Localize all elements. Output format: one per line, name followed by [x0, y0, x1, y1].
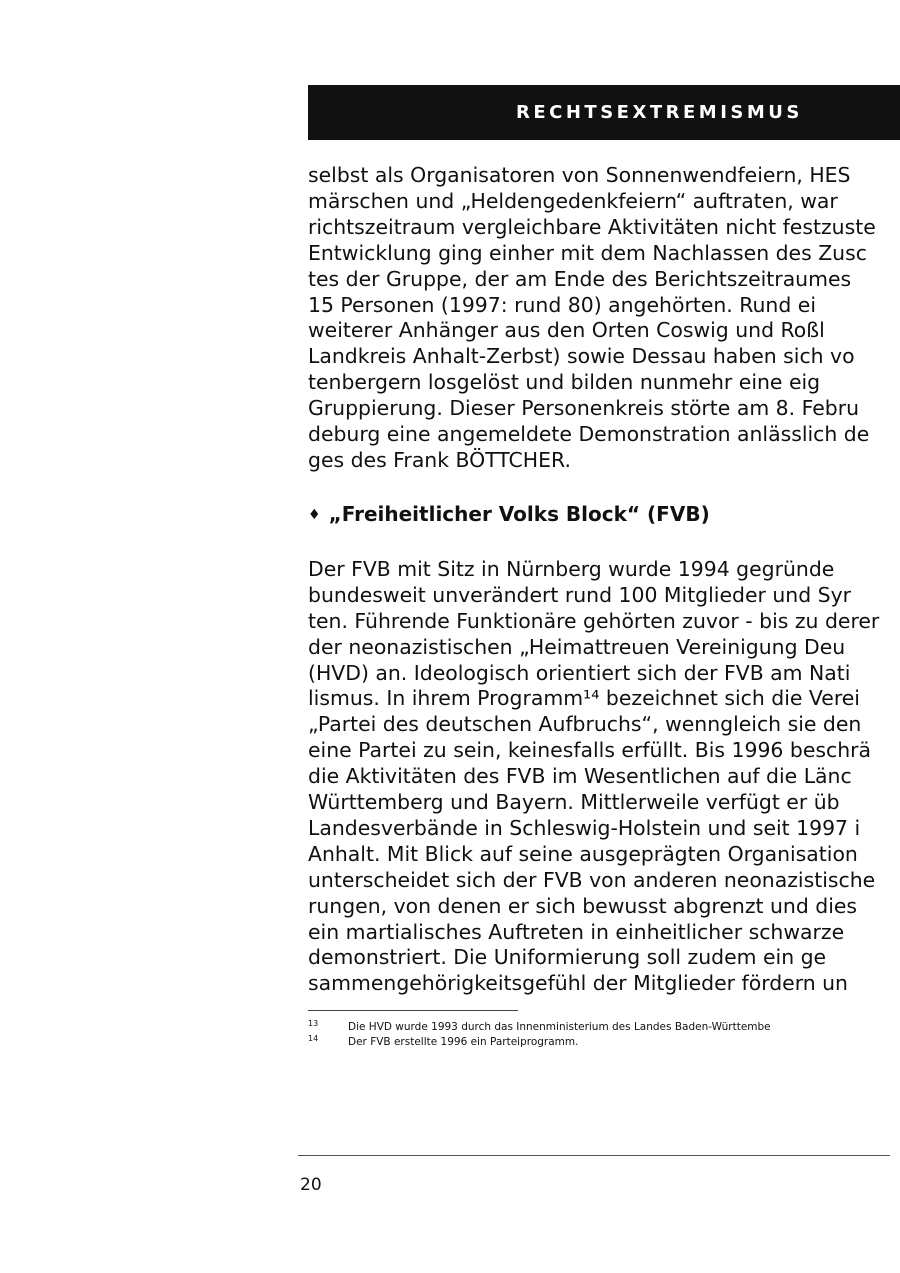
text-line: unterscheidet sich der FVB von anderen neonazistische: [308, 867, 876, 892]
text-line: bundesweit unverändert rund 100 Mitglieder und Syr: [308, 582, 852, 607]
footnote-number: 14: [308, 1034, 319, 1044]
footnote-text: Die HVD wurde 1993 durch das Innenministerium des Landes Baden-Württembe: [348, 1021, 771, 1034]
text-line: selbst als Organisatoren von Sonnenwendfeiern, HES: [308, 163, 851, 187]
text-line: Gruppierung. Dieser Personenkreis störte am 8. Febru: [308, 396, 860, 421]
text-line: Entwicklung ging einher mit dem Nachlassen des Zusc: [308, 240, 867, 265]
page-content: [308, 163, 900, 1273]
section-title: RECHTSEXTREMISMUS: [516, 102, 803, 123]
footnote-text: Der FVB erstellte 1996 ein Parteiprogramm.: [348, 1036, 579, 1049]
text-line: sammengehörigkeitsgefühl der Mitglieder fördern un: [308, 971, 848, 996]
text-line: deburg eine angemeldete Demonstration anlässlich de: [308, 422, 870, 447]
footnote: [308, 1035, 900, 1050]
footnote: [308, 1020, 900, 1035]
text-line: der neonazistischen „Heimattreuen Vereinigung Deu: [308, 634, 846, 659]
text-line: Anhalt. Mit Blick auf seine ausgeprägten Organisation: [308, 841, 858, 866]
text-line: rungen, von denen er sich bewusst abgrenzt und dies: [308, 893, 858, 918]
text-line: eine Partei zu sein, keinesfalls erfüllt. Bis 1996 beschrä: [308, 738, 872, 763]
text-line: demonstriert. Die Uniformierung soll zudem ein ge: [308, 945, 827, 970]
text-line: 15 Personen (1997: rund 80) angehörten. Rund ei: [308, 292, 816, 317]
section-heading: [308, 501, 900, 530]
section-heading-text: „Freiheitlicher Volks Block“ (FVB): [328, 501, 710, 526]
diamond-bullet-icon: ♦: [308, 506, 321, 523]
text-line: Landkreis Anhalt-Zerbst) sowie Dessau haben sich vo: [308, 344, 855, 369]
page-number: 20: [300, 1175, 322, 1195]
text-line: die Aktivitäten des FVB im Wesentlichen auf die Länc: [308, 764, 852, 789]
section-banner: [308, 85, 900, 140]
footnotes: [308, 1020, 900, 1050]
text-line: ten. Führende Funktionäre gehörten zuvor - bis zu derer: [308, 608, 880, 633]
text-line: richtszeitraum vergleichbare Aktivitäten nicht festzuste: [308, 214, 876, 239]
text-line: Württemberg und Bayern. Mittlerweile verfügt er üb: [308, 790, 840, 815]
paragraph-1: [308, 163, 900, 474]
footnote-number: 13: [308, 1019, 319, 1029]
text-line: ges des Frank BÖTTCHER.: [308, 447, 571, 472]
paragraph-2: [308, 557, 900, 997]
text-line: lismus. In ihrem Programm¹⁴ bezeichnet sich die Verei: [308, 686, 860, 711]
text-line: (HVD) an. Ideologisch orientiert sich der FVB am Nati: [308, 660, 851, 685]
text-line: tenbergern losgelöst und bilden nunmehr eine eig: [308, 370, 821, 395]
text-line: „Partei des deutschen Aufbruchs“, wenngleich sie den: [308, 712, 862, 737]
text-line: märschen und „Heldengedenkfeiern“ auftraten, war: [308, 188, 838, 213]
text-line: Landesverbände in Schleswig-Holstein und seit 1997 i: [308, 815, 861, 840]
text-line: ein martialisches Auftreten in einheitlicher schwarze: [308, 919, 845, 944]
text-line: Der FVB mit Sitz in Nürnberg wurde 1994 gegründe: [308, 556, 835, 581]
text-line: weiterer Anhänger aus den Orten Coswig und Roßl: [308, 318, 825, 343]
footnote-separator: [308, 1010, 518, 1011]
page-footer-rule: [298, 1155, 890, 1156]
text-line: tes der Gruppe, der am Ende des Berichtszeitraumes: [308, 266, 852, 291]
